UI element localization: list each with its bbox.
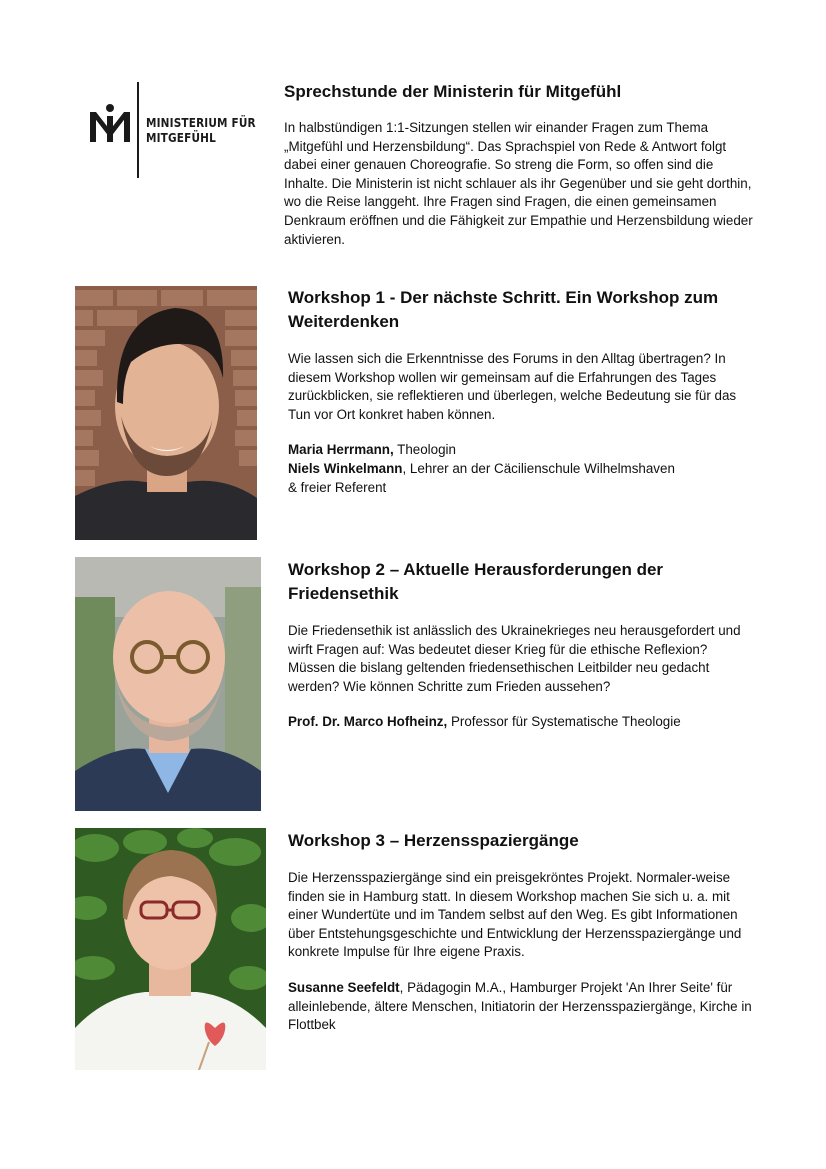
workshop-1-speaker-2-continued — [288, 479, 754, 498]
workshop-3-text: Die Herzensspaziergänge sind ein preisgekröntes Projekt. Normaler-weise finden sie in Hamburg statt. In diesem Workshop machen Sie sich u. a. mit einer Wundertüte und im Tandem selbst auf den Weg. Es gibt Informationen über Entstehungsgeschichte und Entwicklung der Herzensspaziergänge und konkrete Impulse für Ihre eigene Praxis. — [288, 870, 742, 960]
logo-divider — [137, 82, 139, 178]
workshop-3-speakers — [288, 979, 754, 1035]
workshop-2-section — [288, 558, 754, 732]
logo-line-1: MINISTERIUM FÜR — [146, 116, 256, 131]
logo-wordmark — [146, 116, 256, 146]
workshop-1-text: Wie lassen sich die Erkenntnisse des Forums in den Alltag übertragen? In diesem Workshop wollen wir gemeinsam auf die Erfahrungen des Tages zurückblicken, sie reflektieren und überlegen, welche Bedeutung sie für das Tun vor Ort konkret haben können. — [288, 351, 737, 422]
workshop-1-speaker-2 — [288, 460, 754, 479]
workshop-1-speaker-1 — [288, 441, 754, 460]
speaker-name: Susanne Seefeldt — [288, 979, 400, 995]
workshop-1-title: Workshop 1 - Der nächste Schritt. Ein Workshop zum Weiterdenken — [288, 288, 719, 331]
speaker-role: Professor für Systematische Theologie — [447, 714, 681, 730]
speaker-name: Prof. Dr. Marco Hofheinz, — [288, 714, 448, 730]
logo-line-2: MITGEFÜHL — [146, 131, 216, 146]
workshop-3-speaker-photo — [75, 828, 266, 1070]
workshop-2-speaker-photo — [75, 557, 261, 811]
speaker-role: Theologin — [393, 442, 456, 458]
workshop-2-speakers — [288, 713, 754, 732]
intro-title: Sprechstunde der Ministerin für Mitgefühl — [284, 82, 622, 101]
ministry-logo — [90, 82, 260, 180]
workshop-2-title: Workshop 2 – Aktuelle Herausforderungen der Friedensethik — [288, 560, 664, 603]
workshop-1-speakers — [288, 441, 754, 497]
speaker-role: & freier Referent — [288, 479, 387, 495]
workshop-2-speaker-1 — [288, 713, 754, 732]
workshop-2-text: Die Friedensethik ist anlässlich des Ukrainekrieges neu herausgefordert und wirft Fragen auf: Was bedeutet dieser Krieg für die ethische Reflexion? Müssen die bislang geltenden friedensethischen Leitbilder neu gedacht werden? Wie können Schritte zum Frieden aussehen? — [288, 623, 741, 694]
intro-text: In halbstündigen 1:1-Sitzungen stellen wir einander Fragen zum Thema „Mitgefühl und Herzensbildung“. Das Sprachspiel von Rede & Antwort folgt dabei einer genauen Choreografie. So streng die Form, so offen sind die Inhalte. Die Ministerin ist nicht schlauer als ihr Gegenüber und sie geht dorthin, wo die Reise langgeht. Ihre Fragen sind Fragen, die einen gemeinsamen Denkraum eröffnen und die Fähigkeit zur Empathie und Herzensbildung wieder aktivieren. — [284, 120, 753, 247]
workshop-1-speaker-photo — [75, 286, 257, 540]
speaker-name: Niels Winkelmann — [288, 460, 403, 476]
speaker-role: , Lehrer an der Cäcilienschule Wilhelmshaven — [402, 460, 675, 476]
speaker-role: , Pädagogin M.A., Hamburger Projekt 'An Ihrer Seite' für alleinlebende, ältere Menschen, Initiatorin der Herzensspaziergänge, Kirche in Flottbek — [288, 979, 752, 1033]
speaker-name: Maria Herrmann, — [288, 442, 394, 458]
workshop-3-section — [288, 829, 754, 1035]
workshop-3-title: Workshop 3 – Herzensspaziergänge — [288, 831, 579, 850]
intro-section — [284, 80, 754, 249]
workshop-1-section — [288, 286, 754, 497]
ministry-monogram-icon — [90, 104, 130, 144]
workshop-3-speaker-1 — [288, 979, 754, 1035]
